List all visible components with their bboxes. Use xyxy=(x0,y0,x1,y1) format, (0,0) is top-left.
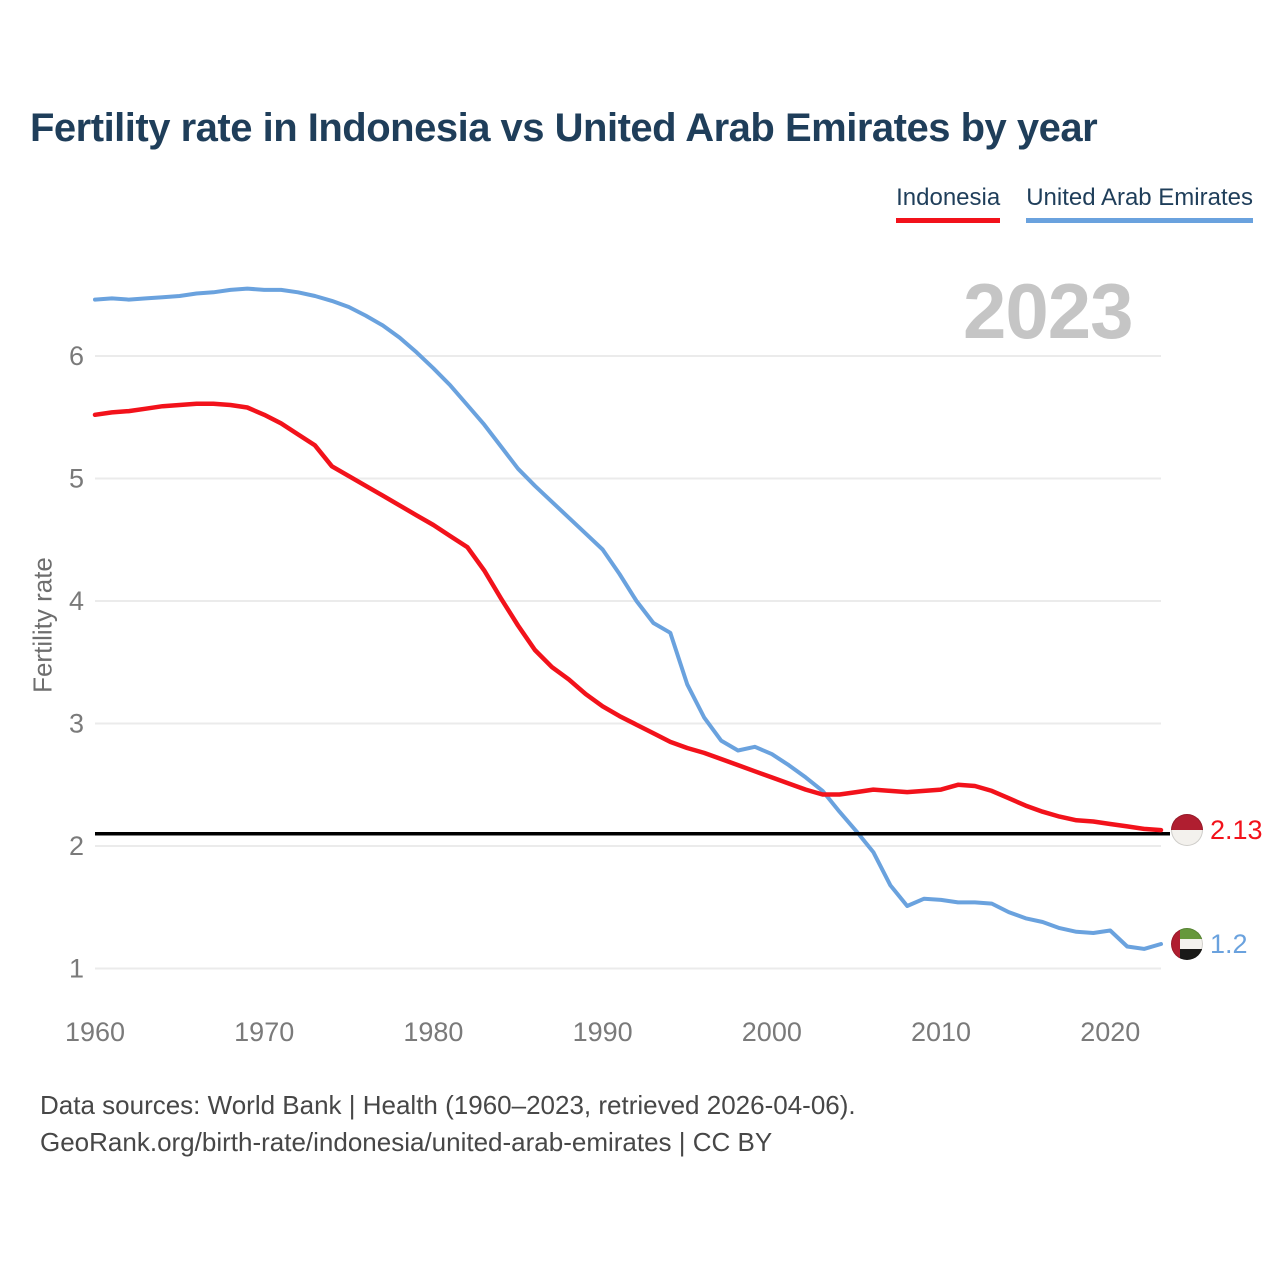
uae-flag-icon xyxy=(1171,928,1203,960)
end-label-uae: 1.2 xyxy=(1210,929,1248,959)
end-label-indonesia: 2.13 xyxy=(1210,815,1263,846)
x-tick-label: 1970 xyxy=(234,1017,295,1047)
x-tick-label: 2000 xyxy=(741,1017,802,1047)
y-tick-label: 4 xyxy=(68,586,84,616)
x-tick-label: 2020 xyxy=(1080,1017,1141,1047)
footer-license-line: GeoRank.org/birth-rate/indonesia/united-arab-emirates | CC BY xyxy=(40,1127,773,1157)
y-axis-title: Fertility rate xyxy=(27,557,58,693)
x-tick-label: 1960 xyxy=(64,1017,126,1047)
y-tick-label: 6 xyxy=(68,341,84,371)
year-watermark: 2023 xyxy=(963,267,1133,355)
legend-label-indonesia: Indonesia xyxy=(896,184,1001,211)
y-tick-label: 3 xyxy=(68,708,84,739)
footer-source-line: Data sources: World Bank | Health (1960–2023, retrieved 2026-04-06). xyxy=(40,1090,856,1120)
indonesia-series-line xyxy=(95,404,1161,830)
x-tick-label: 1980 xyxy=(403,1017,464,1047)
chart-title: Fertility rate in Indonesia vs United Arab Emirates by year xyxy=(30,106,1098,150)
y-tick-label: 2 xyxy=(68,831,84,861)
x-tick-label: 1990 xyxy=(572,1017,633,1047)
indonesia-flag-icon xyxy=(1171,814,1203,846)
legend-label-uae: United Arab Emirates xyxy=(1026,184,1253,211)
y-tick-label: 5 xyxy=(68,463,84,494)
uae-series-line xyxy=(95,289,1161,949)
y-tick-label: 1 xyxy=(68,953,84,984)
x-tick-label: 2010 xyxy=(910,1017,972,1047)
